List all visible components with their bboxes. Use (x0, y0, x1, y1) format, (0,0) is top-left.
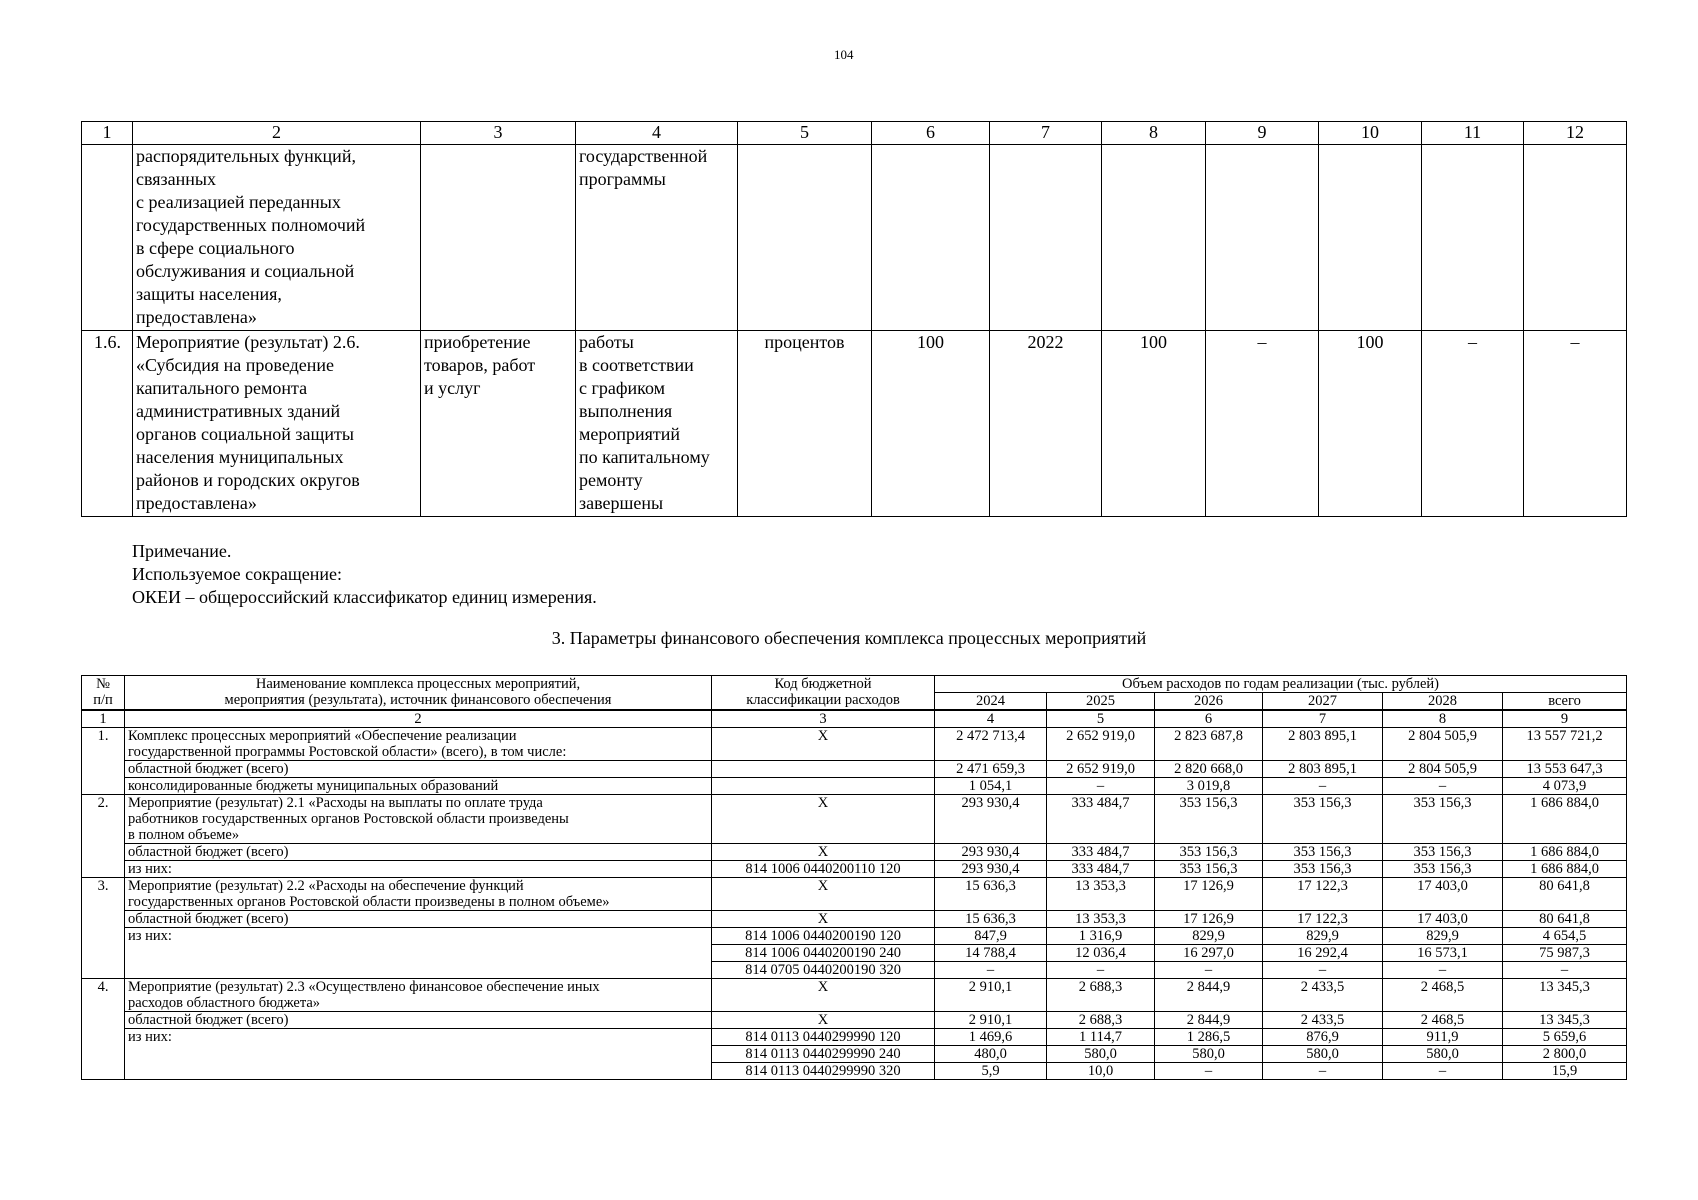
col-num-8: 8 (1383, 710, 1503, 728)
row-value-2025: 2 652 919,0 (1047, 761, 1155, 778)
row-value-2028: 353 156,3 (1383, 861, 1503, 878)
row-budget-code: Х (712, 1012, 935, 1029)
table-row (82, 911, 1627, 928)
col-num-7: 7 (1263, 710, 1383, 728)
text-line: предоставлена» (136, 307, 257, 327)
col-num-9: 9 (1503, 710, 1627, 728)
table-row (82, 928, 1627, 945)
row-budget-code: Х (712, 728, 935, 761)
row-value-2025: 1 114,7 (1047, 1029, 1155, 1046)
row-name-line: областной бюджет (всего) (128, 1012, 289, 1028)
table-row (82, 778, 1627, 795)
row-name-line: Комплекс процессных мероприятий «Обеспечение реализации (128, 728, 517, 744)
col-num-8: 8 (1102, 122, 1206, 145)
row-value-2027: 2 433,5 (1263, 1012, 1383, 1029)
row-value-2024: 1 054,1 (935, 778, 1047, 795)
row-name-line: Мероприятие (результат) 2.2 «Расходы на обеспечение функций (128, 878, 524, 894)
row-value-2026: 580,0 (1155, 1046, 1263, 1063)
row-value-2024: 2 472 713,4 (935, 728, 1047, 761)
col-num-4: 4 (576, 122, 738, 145)
table-row (82, 795, 1627, 844)
header-num (82, 676, 125, 711)
row-budget-code (712, 778, 935, 795)
row-value-8: 100 (1102, 331, 1206, 517)
continued-description (133, 145, 421, 331)
row-value-2024: 15 636,3 (935, 911, 1047, 928)
header-row-1 (82, 676, 1627, 693)
header-name (125, 676, 712, 711)
col-num-1: 1 (82, 710, 125, 728)
row-value-2024: 15 636,3 (935, 878, 1047, 911)
row-name (125, 878, 712, 911)
row-name-line: работников государственных органов Ростовской области произведены (128, 811, 569, 827)
row-value-2028: 2 468,5 (1383, 979, 1503, 1012)
row-value-2028: 353 156,3 (1383, 844, 1503, 861)
row-value-2026: 16 297,0 (1155, 945, 1263, 962)
row-value-2024: 2 910,1 (935, 979, 1047, 1012)
row-value-2024: 847,9 (935, 928, 1047, 945)
row-value-2028: 580,0 (1383, 1046, 1503, 1063)
row-name (125, 928, 712, 979)
row-value-2026: – (1155, 1063, 1263, 1080)
row-value-total: 15,9 (1503, 1063, 1627, 1080)
header-volume: Объем расходов по годам реализации (тыс. рублей) (935, 676, 1627, 693)
row-value-2028: 17 403,0 (1383, 911, 1503, 928)
row-value-2026: 2 844,9 (1155, 979, 1263, 1012)
text-line: по капитальному (579, 447, 710, 467)
row-value-2027: 17 122,3 (1263, 911, 1383, 928)
row-value-2024: 14 788,4 (935, 945, 1047, 962)
text-line: связанных (136, 169, 216, 189)
row-name-line: в полном объеме» (128, 827, 240, 843)
row-name (125, 795, 712, 844)
section-title: 3. Параметры финансового обеспечения комплекса процессных мероприятий (551, 628, 1147, 648)
header-year-2024: 2024 (935, 693, 1047, 711)
text-line: классификации расходов (746, 692, 900, 708)
row-value-total: 75 987,3 (1503, 945, 1627, 962)
row-value-2028: – (1383, 1063, 1503, 1080)
table-row (82, 1029, 1627, 1046)
table-row (82, 979, 1627, 1012)
header-year-2028: 2028 (1383, 693, 1503, 711)
row-value-2024: 2 910,1 (935, 1012, 1047, 1029)
text-line: административных зданий (136, 401, 341, 421)
text-line: программы (579, 169, 666, 189)
row-value-2024: 2 471 659,3 (935, 761, 1047, 778)
row-value-2025: 2 652 919,0 (1047, 728, 1155, 761)
row-type (421, 331, 576, 517)
row-budget-code: 814 0705 0440200190 320 (712, 962, 935, 979)
row-value-total: 1 686 884,0 (1503, 861, 1627, 878)
row-number: 2. (82, 795, 125, 878)
row-value-2027: – (1263, 778, 1383, 795)
text-line: мероприятия (результата), источник финансового обеспечения (224, 692, 612, 708)
col-num-4: 4 (935, 710, 1047, 728)
row-number: 1. (82, 728, 125, 795)
row-value-2026: 1 286,5 (1155, 1029, 1263, 1046)
col-num-5: 5 (738, 122, 872, 145)
row-budget-code: Х (712, 795, 935, 844)
col-num-2: 2 (133, 122, 421, 145)
row-name-line: из них: (128, 861, 172, 877)
col-num-3: 3 (421, 122, 576, 145)
text-line: капитального ремонта (136, 378, 308, 398)
text-line: Мероприятие (результат) 2.6. (136, 332, 360, 352)
row-value-total: 13 345,3 (1503, 1012, 1627, 1029)
row-value-2027: 353 156,3 (1263, 795, 1383, 844)
row-value-2028: – (1383, 778, 1503, 795)
text-line: и услуг (424, 378, 481, 398)
row-name (125, 844, 712, 861)
row-budget-code: 814 0113 0440299990 240 (712, 1046, 935, 1063)
table-row (82, 861, 1627, 878)
text-line: защиты населения, (136, 284, 282, 304)
row-value-2026: 3 019,8 (1155, 778, 1263, 795)
row-budget-code: Х (712, 844, 935, 861)
col-num-6: 6 (872, 122, 990, 145)
row-value-2028: 353 156,3 (1383, 795, 1503, 844)
table-row (82, 1012, 1627, 1029)
text-line: Наименование комплекса процессных мероприятий, (255, 676, 581, 692)
row-name-line: из них: (128, 928, 172, 944)
row-value-2027: 876,9 (1263, 1029, 1383, 1046)
header-year-2026: 2026 (1155, 693, 1263, 711)
row-value-2026: 353 156,3 (1155, 844, 1263, 861)
row-value-2026: 353 156,3 (1155, 861, 1263, 878)
row-value-2026: 2 844,9 (1155, 1012, 1263, 1029)
row-budget-code: Х (712, 878, 935, 911)
row-value-2024: 5,9 (935, 1063, 1047, 1080)
row-value-total: 1 686 884,0 (1503, 844, 1627, 861)
row-budget-code: Х (712, 979, 935, 1012)
row-value-2025: 333 484,7 (1047, 861, 1155, 878)
row-value-2025: 333 484,7 (1047, 844, 1155, 861)
text-line: завершены (579, 493, 664, 513)
row-value-2027: 16 292,4 (1263, 945, 1383, 962)
row-value-2024: 1 469,6 (935, 1029, 1047, 1046)
row-value-2028: 17 403,0 (1383, 878, 1503, 911)
header-total: всего (1503, 693, 1627, 711)
text-line: приобретение (424, 332, 531, 352)
text-line: органов социальной защиты (136, 424, 354, 444)
row-value-9: – (1206, 331, 1319, 517)
text-line: в соответствии (579, 355, 694, 375)
text-line: обслуживания и социальной (136, 261, 355, 281)
row-number: 3. (82, 878, 125, 979)
row-name (125, 761, 712, 778)
row-base-year: 2022 (990, 331, 1102, 517)
row-value-2025: – (1047, 778, 1155, 795)
row-name (125, 1029, 712, 1080)
row-name (125, 861, 712, 878)
text-line: районов и городских округов (136, 470, 360, 490)
text-line: с реализацией переданных (136, 192, 341, 212)
col-num-7: 7 (990, 122, 1102, 145)
continued-indicator (576, 145, 738, 331)
row-name-line: Мероприятие (результат) 2.3 «Осуществлено финансовое обеспечение иных (128, 979, 600, 995)
row-value-2024: 293 930,4 (935, 861, 1047, 878)
row-value-2028: 829,9 (1383, 928, 1503, 945)
header-year-2027: 2027 (1263, 693, 1383, 711)
row-value-2027: 353 156,3 (1263, 844, 1383, 861)
row-value-2026: 17 126,9 (1155, 911, 1263, 928)
row-value-total: 80 641,8 (1503, 911, 1627, 928)
row-value-2026: 2 820 668,0 (1155, 761, 1263, 778)
row-name-line: консолидированные бюджеты муниципальных образований (128, 778, 499, 794)
row-name (125, 1012, 712, 1029)
row-value-2026: 353 156,3 (1155, 795, 1263, 844)
row-value-2027: – (1263, 962, 1383, 979)
row-value-2027: 353 156,3 (1263, 861, 1383, 878)
note-heading: Примечание. (132, 541, 232, 561)
row-value-2026: 829,9 (1155, 928, 1263, 945)
col-num-2: 2 (125, 710, 712, 728)
header-year-2025: 2025 (1047, 693, 1155, 711)
row-value-2024: 480,0 (935, 1046, 1047, 1063)
row-value-2025: 1 316,9 (1047, 928, 1155, 945)
row-value-2025: 2 688,3 (1047, 979, 1155, 1012)
row-value-total: 5 659,6 (1503, 1029, 1627, 1046)
row-number: 1.6. (82, 331, 133, 517)
text-line: Код бюджетной (774, 676, 872, 692)
row-value-2028: 16 573,1 (1383, 945, 1503, 962)
text-line: распорядительных функций, (136, 146, 356, 166)
col-num-12: 12 (1524, 122, 1627, 145)
row-value-total: – (1503, 962, 1627, 979)
row-value-2027: – (1263, 1063, 1383, 1080)
table-row-continued (82, 145, 1627, 331)
text-line: выполнения (579, 401, 673, 421)
row-value-2027: 2 433,5 (1263, 979, 1383, 1012)
text-line: с графиком (579, 378, 666, 398)
row-value-2027: 2 803 895,1 (1263, 761, 1383, 778)
text-line: предоставлена» (136, 493, 257, 513)
text-line: государственных полномочий (136, 215, 366, 235)
text-line: № (96, 676, 110, 692)
row-value-total: 13 557 721,2 (1503, 728, 1627, 761)
row-value-2027: 17 122,3 (1263, 878, 1383, 911)
col-num-5: 5 (1047, 710, 1155, 728)
row-name (125, 911, 712, 928)
row-value-2027: 829,9 (1263, 928, 1383, 945)
col-num-11: 11 (1422, 122, 1524, 145)
row-value-total: 13 345,3 (1503, 979, 1627, 1012)
text-line: товаров, работ (424, 355, 536, 375)
table-row (82, 761, 1627, 778)
row-value-2025: 13 353,3 (1047, 911, 1155, 928)
row-value-2025: 12 036,4 (1047, 945, 1155, 962)
row-value-total: 80 641,8 (1503, 878, 1627, 911)
table-row-1-6 (82, 331, 1627, 517)
row-name-line: областной бюджет (всего) (128, 761, 289, 777)
row-value-2026: 17 126,9 (1155, 878, 1263, 911)
row-value-2028: 2 804 505,9 (1383, 761, 1503, 778)
text-line: населения муниципальных (136, 447, 344, 467)
table-row (82, 878, 1627, 911)
table-row (82, 844, 1627, 861)
row-value-2028: 2 468,5 (1383, 1012, 1503, 1029)
row-name-line: областной бюджет (всего) (128, 911, 289, 927)
column-number-row (82, 122, 1627, 145)
row-budget-code: 814 0113 0440299990 320 (712, 1063, 935, 1080)
row-value-12: – (1524, 331, 1627, 517)
text-line: «Субсидия на проведение (136, 355, 334, 375)
row-name-line: расходов областного бюджета» (128, 995, 321, 1011)
row-unit: процентов (738, 331, 872, 517)
text-line: мероприятий (579, 424, 681, 444)
column-number-row (82, 710, 1627, 728)
financing-table (81, 675, 1627, 1080)
col-num-6: 6 (1155, 710, 1263, 728)
col-num-9: 9 (1206, 122, 1319, 145)
row-budget-code: 814 1006 0440200190 240 (712, 945, 935, 962)
text-line: п/п (93, 692, 113, 708)
row-value-2027: 580,0 (1263, 1046, 1383, 1063)
row-description (133, 331, 421, 517)
row-value-total: 4 073,9 (1503, 778, 1627, 795)
row-name-line: из них: (128, 1029, 172, 1045)
row-value-total: 2 800,0 (1503, 1046, 1627, 1063)
row-value-2025: 13 353,3 (1047, 878, 1155, 911)
row-name-line: Мероприятие (результат) 2.1 «Расходы на выплаты по оплате труда (128, 795, 543, 811)
row-value-2026: 2 823 687,8 (1155, 728, 1263, 761)
row-value-2027: 2 803 895,1 (1263, 728, 1383, 761)
row-value-2024: – (935, 962, 1047, 979)
row-value-2028: – (1383, 962, 1503, 979)
row-budget-code: Х (712, 911, 935, 928)
row-name-line: областной бюджет (всего) (128, 844, 289, 860)
row-value-2025: 2 688,3 (1047, 1012, 1155, 1029)
row-value-2025: – (1047, 962, 1155, 979)
row-value-total: 13 553 647,3 (1503, 761, 1627, 778)
table-row (82, 728, 1627, 761)
row-characteristic (576, 331, 738, 517)
note-abbrev-okei: ОКЕИ – общероссийский классификатор единиц измерения. (132, 587, 597, 607)
row-value-10: 100 (1319, 331, 1422, 517)
col-num-10: 10 (1319, 122, 1422, 145)
text-line: государственной (579, 146, 708, 166)
row-value-2025: 10,0 (1047, 1063, 1155, 1080)
note-abbrev-label: Используемое сокращение: (132, 564, 342, 584)
row-name-line: государственных органов Ростовской области произведены в полном объеме» (128, 894, 610, 910)
row-value-total: 1 686 884,0 (1503, 795, 1627, 844)
row-budget-code (712, 761, 935, 778)
row-base-value: 100 (872, 331, 990, 517)
row-value-2025: 333 484,7 (1047, 795, 1155, 844)
header-code (712, 676, 935, 711)
row-budget-code: 814 1006 0440200110 120 (712, 861, 935, 878)
page-number: 104 (834, 47, 854, 62)
row-number: 4. (82, 979, 125, 1080)
col-num-3: 3 (712, 710, 935, 728)
col-num-1: 1 (82, 122, 133, 145)
text-line: работы (579, 332, 634, 352)
row-budget-code: 814 1006 0440200190 120 (712, 928, 935, 945)
row-name (125, 728, 712, 761)
row-value-2024: 293 930,4 (935, 795, 1047, 844)
row-value-2025: 580,0 (1047, 1046, 1155, 1063)
row-value-2028: 2 804 505,9 (1383, 728, 1503, 761)
text-line: ремонту (579, 470, 643, 490)
row-value-2028: 911,9 (1383, 1029, 1503, 1046)
row-value-2026: – (1155, 962, 1263, 979)
row-name (125, 979, 712, 1012)
row-value-11: – (1422, 331, 1524, 517)
row-value-total: 4 654,5 (1503, 928, 1627, 945)
row-budget-code: 814 0113 0440299990 120 (712, 1029, 935, 1046)
row-name-line: государственной программы Ростовской области» (всего), в том числе: (128, 744, 567, 760)
text-line: в сфере социального (136, 238, 295, 258)
row-name (125, 778, 712, 795)
indicators-table-continued (81, 121, 1627, 517)
row-value-2024: 293 930,4 (935, 844, 1047, 861)
